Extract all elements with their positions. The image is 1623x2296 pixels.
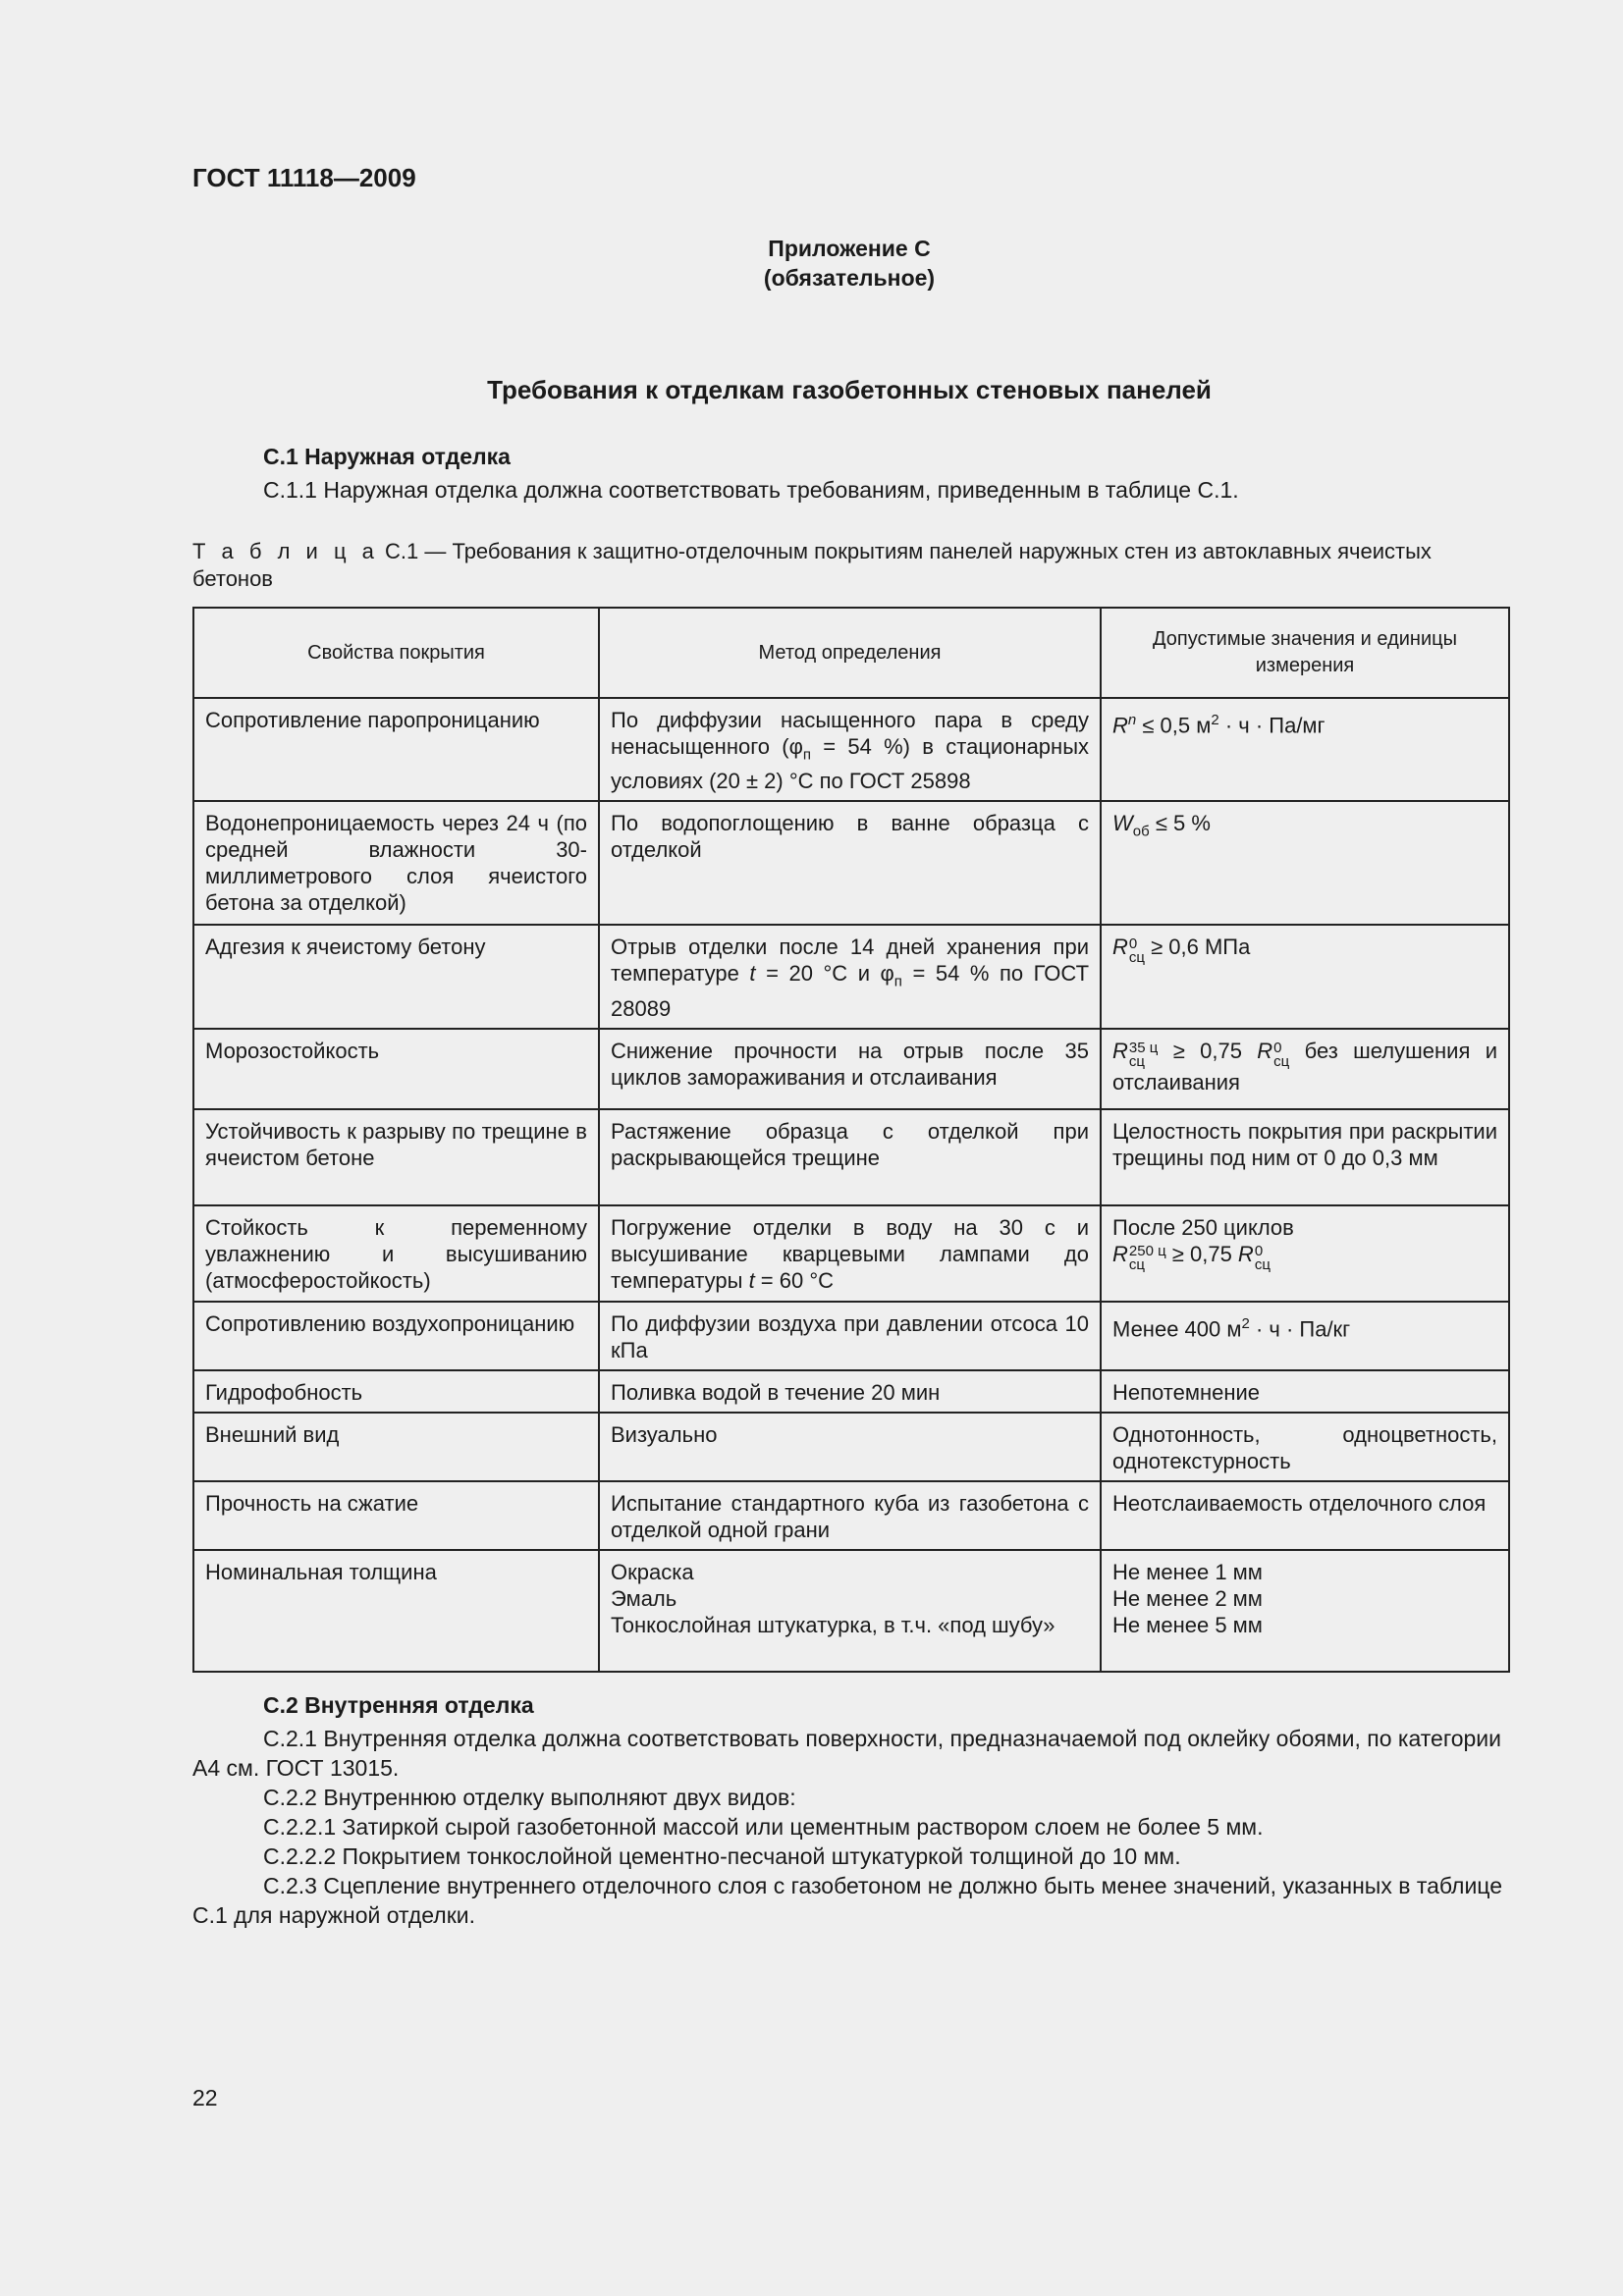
method-cell: По диффузии воздуха при давлении отсоса 10 кПа bbox=[599, 1302, 1101, 1370]
property-cell: Сопротивлению воздухопроницанию bbox=[193, 1302, 599, 1370]
table-header-cell: Допустимые значения и единицы измерения bbox=[1101, 608, 1509, 698]
property-cell: Сопротивление паропроницанию bbox=[193, 698, 599, 801]
value-cell: Непотемнение bbox=[1101, 1370, 1509, 1413]
section-c2-paragraph: С.2.3 Сцепление внутреннего отделочного слоя с газобетоном не должно быть менее значений, указанных в таблице С.1 для наружной отделки. bbox=[192, 1873, 1503, 1928]
annex-status: (обязательное) bbox=[763, 265, 936, 291]
table-caption-label: Т а б л и ц а bbox=[192, 539, 379, 563]
table-header-cell: Метод определения bbox=[599, 608, 1101, 698]
method-cell: Растяжение образца с отделкой при раскрывающейся трещине bbox=[599, 1109, 1101, 1205]
value-cell: Неотслаиваемость отделочного слоя bbox=[1101, 1481, 1509, 1550]
table-row bbox=[193, 1302, 1509, 1370]
table-row bbox=[193, 1370, 1509, 1413]
section-c2-paragraph: С.2.1 Внутренняя отделка должна соответствовать поверхности, предназначаемой под оклейку обоями, по категории А4 см. ГОСТ 13015. bbox=[192, 1726, 1501, 1781]
method-cell: Погружение отделки в воду на 30 с и высушивание кварцевыми лампами до температуры t = 60 °С bbox=[599, 1205, 1101, 1302]
section-c2-paragraph: С.2.2.2 Покрытием тонкослойной цементно-песчаной штукатуркой толщиной до 10 мм. bbox=[263, 1843, 1181, 1869]
table-row bbox=[193, 1413, 1509, 1481]
method-cell: Испытание стандартного куба из газобетона с отделкой одной грани bbox=[599, 1481, 1101, 1550]
section-c1-heading: С.1 Наружная отделка bbox=[263, 444, 511, 469]
table-row bbox=[193, 698, 1509, 801]
table-row bbox=[193, 801, 1509, 925]
property-cell: Номинальная толщина bbox=[193, 1550, 599, 1672]
method-cell: Поливка водой в течение 20 мин bbox=[599, 1370, 1101, 1413]
value-cell: R 0 сц ≥ 0,6 МПа bbox=[1101, 925, 1509, 1028]
table-row bbox=[193, 925, 1509, 1028]
table-header-cell: Свойства покрытия bbox=[193, 608, 599, 698]
requirements-table bbox=[192, 607, 1510, 1673]
section-c2-heading: С.2 Внутренняя отделка bbox=[263, 1692, 534, 1718]
value-cell: Менее 400 $м^2 \cdot ч \cdot Па/кг$ bbox=[1101, 1302, 1509, 1370]
section-c2-paragraph: С.2.2.1 Затиркой сырой газобетонной массой или цементным раствором слоем не более 5 мм. bbox=[263, 1814, 1264, 1840]
value-cell: Целостность покрытия при раскрытии трещины под ним от 0 до 0,3 мм bbox=[1101, 1109, 1509, 1205]
property-cell: Устойчивость к разрыву по трещине в ячеистом бетоне bbox=[193, 1109, 599, 1205]
value-cell: Не менее 1 мм Не менее 2 мм Не менее 5 мм bbox=[1101, 1550, 1509, 1672]
value-cell: После 250 циклов R 250 ц сц ≥ 0,75 R 0 сц bbox=[1101, 1205, 1509, 1302]
method-cell: Отрыв отделки после 14 дней хранения при температуре t = 20 °С и $\varphi_п = 54$ % по ГОСТ 28089 bbox=[599, 925, 1101, 1028]
value-cell: R 35 ц сц ≥ 0,75 R 0 сц без шелушения и отслаивания bbox=[1101, 1029, 1509, 1109]
section-c1 bbox=[192, 442, 1508, 505]
method-cell: Визуально bbox=[599, 1413, 1101, 1481]
value-cell: $R^n \le 0,5$ $м^2 \cdot ч \cdot Па/мг$ bbox=[1101, 698, 1509, 801]
property-cell: Стойкость к переменному увлажнению и высушиванию (атмосферостойкость) bbox=[193, 1205, 599, 1302]
annex-label: Приложение С bbox=[768, 236, 931, 261]
table-row bbox=[193, 1029, 1509, 1109]
annex-heading bbox=[0, 234, 1623, 293]
section-c2 bbox=[192, 1690, 1508, 1930]
table-header-row bbox=[193, 608, 1509, 698]
table-row bbox=[193, 1205, 1509, 1302]
property-cell: Адгезия к ячеистому бетону bbox=[193, 925, 599, 1028]
annex-title: Требования к отделкам газобетонных стеновых панелей bbox=[487, 375, 1212, 404]
method-cell: Снижение прочности на отрыв после 35 циклов замораживания и отслаивания bbox=[599, 1029, 1101, 1109]
table-row bbox=[193, 1550, 1509, 1672]
property-cell: Внешний вид bbox=[193, 1413, 599, 1481]
property-cell: Морозостойкость bbox=[193, 1029, 599, 1109]
method-cell: Окраска Эмаль Тонкослойная штукатурка, в т.ч. «под шубу» bbox=[599, 1550, 1101, 1672]
page-number: 22 bbox=[192, 2085, 218, 2110]
table-row bbox=[193, 1481, 1509, 1550]
method-cell: По диффузии насыщенного пара в среду ненасыщенного ($\varphi_п = 54$ %) в стационарных условиях (20 ± 2) °С по ГОСТ 25898 bbox=[599, 698, 1101, 801]
property-cell: Гидрофобность bbox=[193, 1370, 599, 1413]
table-caption-text: С.1 — Требования к защитно-отделочным покрытиям панелей наружных стен из автоклавных ячеистых бетонов bbox=[192, 539, 1432, 591]
section-c1-paragraph: С.1.1 Наружная отделка должна соответствовать требованиям, приведенным в таблице С.1. bbox=[263, 477, 1239, 503]
value-cell: Однотонность, одноцветность, однотекстурность bbox=[1101, 1413, 1509, 1481]
property-cell: Прочность на сжатие bbox=[193, 1481, 599, 1550]
table-caption bbox=[192, 538, 1508, 593]
value-cell: $W_{об} \le 5$ % bbox=[1101, 801, 1509, 925]
table-row bbox=[193, 1109, 1509, 1205]
standard-code: ГОСТ 11118—2009 bbox=[192, 163, 416, 192]
method-cell: По водопоглощению в ванне образца с отделкой bbox=[599, 801, 1101, 925]
section-c2-paragraph: С.2.2 Внутреннюю отделку выполняют двух видов: bbox=[263, 1785, 796, 1810]
property-cell: Водонепроницаемость через 24 ч (по средней влажности 30-миллиметрового слоя ячеистого бетона за отделкой) bbox=[193, 801, 599, 925]
